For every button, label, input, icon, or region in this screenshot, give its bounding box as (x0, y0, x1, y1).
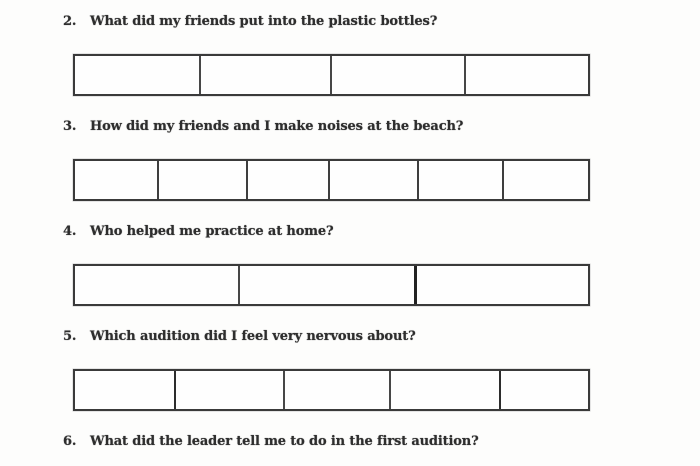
answer-cell[interactable] (199, 56, 330, 94)
answer-cell[interactable] (464, 56, 588, 94)
question-text: What did the leader tell me to do in the first audition? (90, 434, 479, 449)
answer-cell[interactable] (499, 371, 588, 409)
answer-cell[interactable] (157, 161, 246, 199)
answer-cell[interactable] (389, 371, 498, 409)
question-text: What did my friends put into the plastic bottles? (90, 14, 438, 29)
question-line (0, 13, 700, 31)
question-block (0, 433, 700, 451)
answer-cell[interactable] (417, 161, 502, 199)
answer-table (73, 264, 590, 306)
answer-cell[interactable] (246, 161, 329, 199)
answer-table (73, 369, 590, 411)
question-line (0, 223, 700, 241)
question-number: 4. (63, 224, 77, 239)
answer-cell[interactable] (238, 266, 414, 304)
question-text: How did my friends and I make noises at the beach? (90, 119, 464, 134)
question-number: 2. (63, 14, 77, 29)
answer-table (73, 159, 590, 201)
answer-cell[interactable] (75, 371, 174, 409)
question-line (0, 118, 700, 136)
question-number: 5. (63, 329, 77, 344)
question-number: 3. (63, 119, 77, 134)
question-line (0, 328, 700, 346)
answer-table (73, 54, 590, 96)
question-block (0, 118, 700, 201)
question-block (0, 328, 700, 411)
question-block (0, 223, 700, 306)
question-block (0, 13, 700, 96)
question-line (0, 433, 700, 451)
question-text: Who helped me practice at home? (90, 224, 334, 239)
answer-cell[interactable] (75, 161, 157, 199)
answer-cell[interactable] (502, 161, 588, 199)
question-text: Which audition did I feel very nervous about? (90, 329, 416, 344)
answer-cell[interactable] (330, 56, 464, 94)
question-number: 6. (63, 434, 77, 449)
answer-cell[interactable] (174, 371, 283, 409)
answer-cell[interactable] (414, 266, 588, 304)
answer-cell[interactable] (283, 371, 389, 409)
answer-cell[interactable] (328, 161, 416, 199)
answer-cell[interactable] (75, 56, 199, 94)
answer-cell[interactable] (75, 266, 238, 304)
